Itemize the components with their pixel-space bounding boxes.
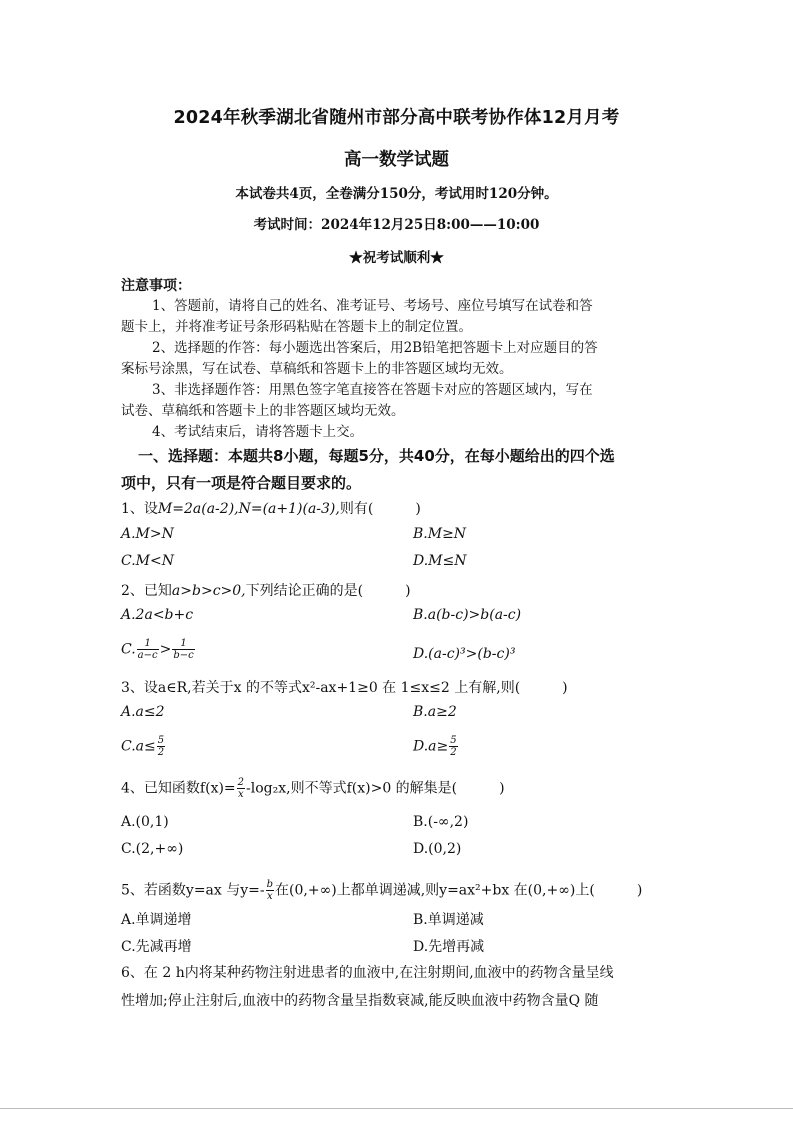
question-stem: 已知 bbox=[143, 583, 172, 599]
question-stem: 设a∈R,若关于x 的不等式x²-ax+1≥0 在 1≤x≤2 上有解,则( ) bbox=[143, 680, 568, 696]
notice-item-1b: 题卡上，并将准考证号条形码粘贴在答题卡上的制定位置。 bbox=[121, 319, 472, 335]
question-6-line2: 性增加;停止注射后,血液中的药物含量呈指数衰减,能反映血液中药物含量Q 随 bbox=[121, 993, 599, 1009]
exam-title: 2024年秋季湖北省随州市部分高中联考协作体12月月考 bbox=[173, 108, 620, 128]
q3-option-b: B.a≥2 bbox=[413, 704, 457, 720]
fraction: $\frac{1}{a-c}$ bbox=[137, 638, 158, 661]
good-luck: ★祝考试顺利★ bbox=[349, 250, 444, 266]
question-number: 5、 bbox=[121, 882, 144, 899]
question-number: 2、 bbox=[121, 583, 144, 599]
q3-option-c: C.a≤ $\frac{5}{2}$ bbox=[121, 735, 165, 758]
fraction: $\frac{5}{2}$ bbox=[450, 735, 457, 758]
exam-info: 本试卷共4页，全卷满分150分，考试用时120分钟。 bbox=[235, 186, 558, 202]
question-expression: a>b>c>0, bbox=[171, 583, 246, 599]
question-stem: 设 bbox=[143, 501, 158, 517]
q4-option-c: C.(2,+∞) bbox=[121, 841, 184, 857]
question-6 bbox=[121, 962, 614, 982]
notice-item-2a: 2、选择题的作答：每小题选出答案后，用2B铅笔把答题卡上对应题目的答 bbox=[152, 340, 598, 356]
exam-subtitle: 高一数学试题 bbox=[344, 150, 449, 170]
question-4 bbox=[121, 777, 505, 800]
q2-option-b: B.a(b-c)>b(a-c) bbox=[413, 607, 522, 623]
notice-item-4: 4、考试结束后，请将答题卡上交。 bbox=[152, 424, 364, 440]
question-stem-end: 则有( ) bbox=[339, 501, 421, 517]
q4-option-a: A.(0,1) bbox=[121, 814, 169, 830]
question-3 bbox=[121, 677, 568, 697]
notice-item-1a: 1、答题前，请将自己的姓名、准考证号、考场号、座位号填写在试卷和答 bbox=[152, 298, 593, 314]
q5-option-d: D.先增再减 bbox=[413, 939, 485, 955]
q2-option-c: C. $\frac{1}{a-c}$ > $\frac{1}{b-c}$ bbox=[121, 638, 194, 661]
q5-option-a: A.单调递增 bbox=[121, 912, 192, 928]
question-stem-end: 下列结论正确的是( ) bbox=[245, 583, 411, 599]
question-stem-end: 在(0,+∞)上都单调递减,则y=ax²+bx 在(0,+∞)上( ) bbox=[275, 882, 643, 899]
q4-option-b: B.(-∞,2) bbox=[413, 814, 469, 830]
question-stem: 已知函数f(x)= bbox=[143, 780, 236, 797]
q4-option-d: D.(0,2) bbox=[413, 841, 462, 857]
notice-title: 注意事项： bbox=[121, 278, 191, 294]
question-number: 1、 bbox=[121, 501, 144, 517]
notice-item-3b: 试卷、草稿纸和答题卡上的非答题区域均无效。 bbox=[121, 403, 405, 419]
page-bottom-rule bbox=[0, 1108, 793, 1109]
question-stem: 若函数y=ax 与y=- bbox=[143, 882, 265, 899]
question-stem-end: -log₂x,则不等式f(x)>0 的解集是( ) bbox=[246, 780, 505, 797]
q5-option-b: B.单调递减 bbox=[413, 912, 484, 928]
question-number: 6、 bbox=[121, 965, 144, 981]
fraction: $\frac{b}{x}$ bbox=[266, 879, 274, 902]
q3-option-d: D.a≥ $\frac{5}{2}$ bbox=[413, 735, 457, 758]
question-1 bbox=[121, 498, 421, 518]
section-heading-line1: 一、选择题：本题共8小题，每题5分，共40分，在每小题给出的四个选 bbox=[138, 447, 615, 465]
notice-item-2b: 案标号涂黑，写在试卷、草稿纸和答题卡上的非答题区域均无效。 bbox=[121, 361, 513, 377]
question-stem: 在 2 h内将某种药物注射进患者的血液中,在注射期间,血液中的药物含量呈线 bbox=[143, 965, 614, 981]
question-number: 3、 bbox=[121, 680, 144, 696]
q3-option-a: A.a≤2 bbox=[121, 704, 165, 720]
notice-item-3a: 3、非选择题作答：用黑色签字笔直接答在答题卡对应的答题区域内，写在 bbox=[152, 382, 593, 398]
fraction: $\frac{5}{2}$ bbox=[157, 735, 165, 758]
q1-option-b: B.M≥N bbox=[413, 526, 467, 542]
section-heading-line2: 项中，只有一项是符合题目要求的。 bbox=[121, 474, 362, 492]
q2-option-a: A.2a<b+c bbox=[121, 607, 194, 623]
fraction: $\frac{1}{b-c}$ bbox=[173, 638, 194, 661]
fraction: $\frac{2}{x}$ bbox=[237, 777, 245, 800]
exam-time: 考试时间：2024年12月25日8:00——10:00 bbox=[253, 217, 540, 233]
question-2 bbox=[121, 580, 411, 600]
question-5 bbox=[121, 879, 642, 902]
q1-option-c: C.M<N bbox=[121, 553, 174, 569]
question-number: 4、 bbox=[121, 780, 144, 797]
q1-option-d: D.M≤N bbox=[413, 553, 467, 569]
q1-option-a: A.M>N bbox=[121, 526, 174, 542]
question-expression: M=2a(a-2),N=(a+1)(a-3), bbox=[157, 501, 340, 517]
q5-option-c: C.先减再增 bbox=[121, 939, 192, 955]
q2-option-d: D.(a-c)³>(b-c)³ bbox=[413, 646, 516, 662]
